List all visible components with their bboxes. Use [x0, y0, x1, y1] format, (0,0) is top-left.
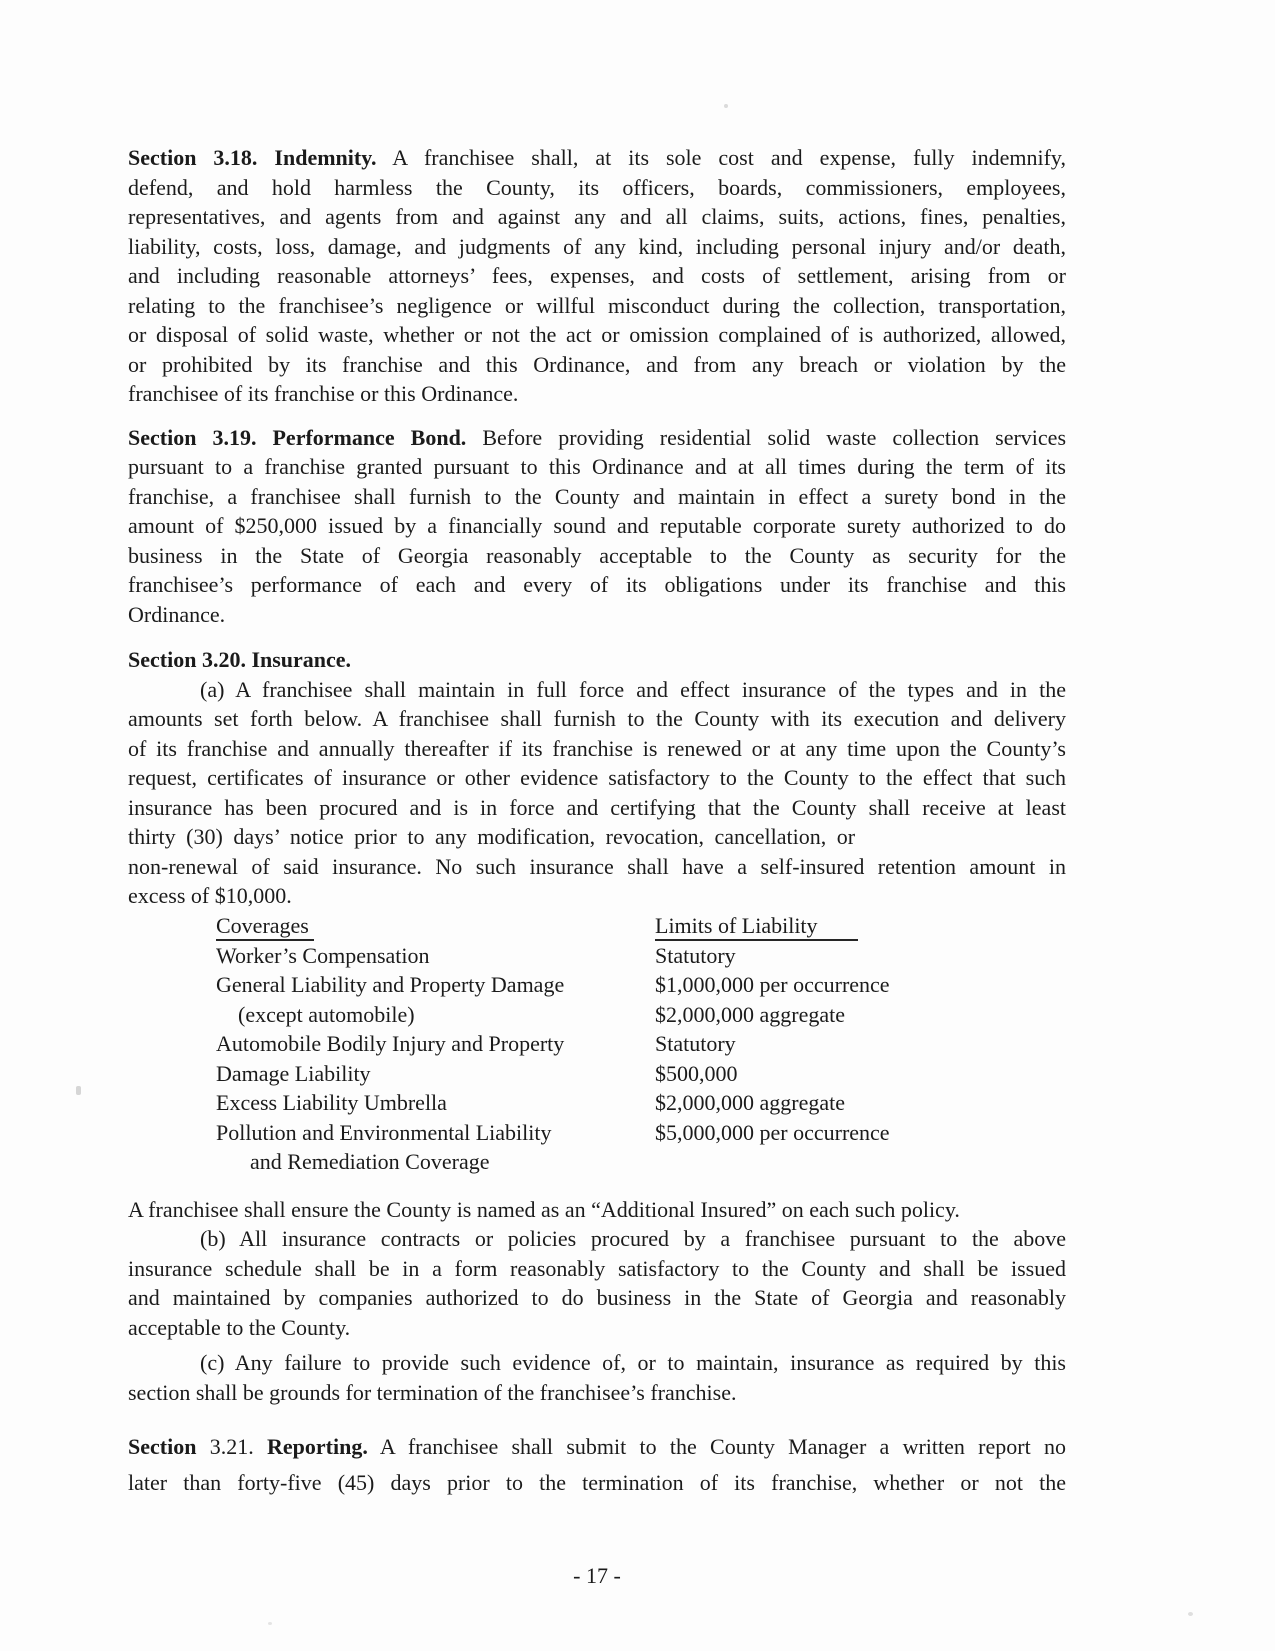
coverage-cell: Automobile Bodily Injury and Property [216, 1031, 565, 1056]
text-segment: A franchisee shall submit to the County Manager a written report no [367, 1434, 1066, 1459]
coverage-cell: and Remediation Coverage [250, 1149, 490, 1174]
text-segment: later than forty-five (45) days prior to the termination of its franchise, whether or not the [128, 1470, 1066, 1495]
section-3-19-performance-bond [128, 423, 1066, 630]
text-line [128, 600, 1066, 630]
section-3-18-indemnity [128, 143, 1066, 409]
coverage-cell: Damage Liability [216, 1060, 371, 1086]
limit-cell: $2,000,000 aggregate [655, 1090, 845, 1115]
limit-cell: Statutory [655, 942, 736, 968]
section-3-20-subsection-a [128, 675, 1066, 911]
additional-insured-sentence [128, 1195, 1066, 1225]
text-line [128, 482, 1066, 512]
text-segment: insurance schedule shall be in a form reasonably satisfactory to the County and shall be issued [128, 1255, 1066, 1281]
coverage-row [128, 1000, 1066, 1030]
text-segment: amounts set forth below. A franchisee shall furnish to the County with its execution and delivery [128, 706, 1066, 731]
limit-cell: $1,000,000 per occurrence [655, 972, 890, 997]
coverage-row [128, 1118, 1066, 1148]
bold-text-segment: Section 3.18. Indemnity. [128, 145, 377, 170]
text-line [128, 704, 1066, 734]
text-segment: (c) Any failure to provide such evidence of, or to maintain, insurance as required by this [200, 1350, 1066, 1375]
text-line [128, 1313, 1066, 1343]
text-line [128, 1348, 1066, 1378]
text-segment: or prohibited by its franchise and this Ordinance, and from any breach or violation by the [128, 351, 1066, 377]
text-line [128, 793, 1066, 823]
text-segment: (b) All insurance contracts or policies procured by a franchisee pursuant to the above [200, 1226, 1066, 1251]
text-segment: 3.21. [209, 1434, 267, 1459]
bold-text-segment: Section [128, 1434, 210, 1459]
coverages-header-cell [128, 911, 1066, 941]
text-line [128, 1378, 1066, 1408]
text-line [128, 1254, 1066, 1284]
coverage-row [128, 1088, 1066, 1118]
bold-text-segment: Section 3.20. Insurance. [128, 647, 352, 672]
coverage-row [128, 1029, 1066, 1059]
bold-text-segment: Reporting. [267, 1434, 368, 1459]
text-segment: excess of $10,000. [128, 883, 292, 908]
insurance-coverage-table [128, 911, 1066, 1177]
scan-speck [1188, 1612, 1193, 1616]
section-3-20-insurance-heading [128, 645, 1066, 675]
text-line [128, 541, 1066, 571]
text-segment: relating to the franchisee’s negligence or willful misconduct during the collection, transportation, [128, 292, 1066, 318]
coverage-cell: Worker’s Compensation [216, 942, 430, 968]
coverage-cell: (except automobile) [238, 1001, 415, 1027]
text-segment: business in the State of Georgia reasonably acceptable to the County as security for the [128, 542, 1066, 568]
coverages-header-label: Coverages [216, 912, 314, 941]
text-segment: and including reasonable attorneys’ fees, expenses, and costs of settlement, arising from or [128, 263, 1066, 288]
text-line [128, 1195, 1066, 1225]
text-segment: franchisee’s performance of each and every of its obligations under its franchise and this [128, 572, 1066, 597]
text-segment: A franchisee shall ensure the County is named as an “Additional Insured” on each such policy. [128, 1196, 960, 1222]
coverage-row [128, 970, 1066, 1000]
text-segment: non-renewal of said insurance. No such insurance shall have a self-insured retention amount in [128, 853, 1066, 879]
text-segment: Ordinance. [128, 601, 226, 627]
text-segment: and maintained by companies authorized to do business in the State of Georgia and reasonably [128, 1285, 1066, 1310]
text-line [128, 261, 1066, 291]
text-line [128, 143, 1066, 173]
text-line [128, 291, 1066, 321]
text-segment: insurance has been procured and is in force and certifying that the County shall receive at least [128, 794, 1066, 820]
text-segment: A franchisee shall, at its sole cost and expense, fully indemnify, [376, 145, 1066, 170]
text-line [128, 423, 1066, 453]
text-line [128, 734, 1066, 764]
text-segment: franchisee of its franchise or this Ordinance. [128, 381, 519, 406]
text-line [128, 763, 1066, 793]
text-segment: Before providing residential solid waste collection services [466, 424, 1067, 450]
bold-text-segment: Section 3.19. Performance Bond. [128, 424, 467, 450]
text-segment: defend, and hold harmless the County, its officers, boards, commissioners, employees, [128, 174, 1066, 200]
text-segment: of its franchise and annually thereafter if its franchise is renewed or at any time upon the County’s [128, 735, 1066, 761]
text-line [128, 570, 1066, 600]
text-line [128, 1283, 1066, 1313]
scan-speck [268, 1622, 272, 1625]
text-line [128, 320, 1066, 350]
limits-header-label: Limits of Liability [655, 912, 858, 941]
text-line [128, 232, 1066, 262]
scan-speck [76, 1086, 81, 1095]
text-column [128, 143, 1066, 1501]
coverage-table-header [128, 911, 1066, 941]
text-segment: (a) A franchisee shall maintain in full force and effect insurance of the types and in the [200, 676, 1066, 702]
text-line [128, 822, 1066, 852]
section-3-20-subsection-b [128, 1224, 1066, 1342]
text-segment: thirty (30) days’ notice prior to any modification, revocation, cancellation, or [128, 824, 856, 849]
coverage-cell: General Liability and Property Damage [216, 972, 565, 997]
text-line [128, 675, 1066, 705]
scan-speck [724, 104, 728, 108]
text-line [128, 511, 1066, 541]
limit-cell: $2,000,000 aggregate [655, 1001, 845, 1027]
text-segment: amount of $250,000 issued by a financially sound and reputable corporate surety authorized to do [128, 513, 1066, 538]
text-line [128, 202, 1066, 232]
text-segment: or disposal of solid waste, whether or not the act or omission complained of is authorized, allowed, [128, 322, 1066, 347]
coverage-cell: Pollution and Environmental Liability [216, 1119, 552, 1145]
section-3-20-subsection-c [128, 1348, 1066, 1407]
coverage-row [128, 1147, 1066, 1177]
coverage-row [128, 941, 1066, 971]
text-segment: franchise, a franchisee shall furnish to the County and maintain in effect a surety bond in the [128, 483, 1066, 509]
text-line [128, 350, 1066, 380]
text-line [128, 1224, 1066, 1254]
text-segment: liability, costs, loss, damage, and judgments of any kind, including personal injury and/or death, [128, 233, 1066, 259]
text-line [128, 881, 1066, 911]
text-segment: representatives, and agents from and against any and all claims, suits, actions, fines, penalties, [128, 204, 1066, 229]
coverage-cell: Excess Liability Umbrella [216, 1090, 447, 1115]
text-line [128, 852, 1066, 882]
text-line [128, 1465, 1066, 1501]
limit-cell: $500,000 [655, 1060, 738, 1086]
text-segment: request, certificates of insurance or other evidence satisfactory to the County to the effect that such [128, 765, 1066, 790]
limits-header-cell [655, 911, 858, 941]
page-number: - 17 - [573, 1563, 621, 1588]
text-line [128, 452, 1066, 482]
section-3-21-reporting [128, 1429, 1066, 1501]
text-line [128, 645, 1066, 675]
limit-cell: Statutory [655, 1031, 736, 1056]
text-line [128, 379, 1066, 409]
text-segment: acceptable to the County. [128, 1314, 351, 1340]
text-line [128, 173, 1066, 203]
limit-cell: $5,000,000 per occurrence [655, 1119, 890, 1145]
text-line [128, 1429, 1066, 1465]
text-segment: section shall be grounds for termination of the franchisee’s franchise. [128, 1379, 737, 1405]
coverage-row [128, 1059, 1066, 1089]
text-segment: pursuant to a franchise granted pursuant to this Ordinance and at all times during the term of its [128, 454, 1066, 479]
